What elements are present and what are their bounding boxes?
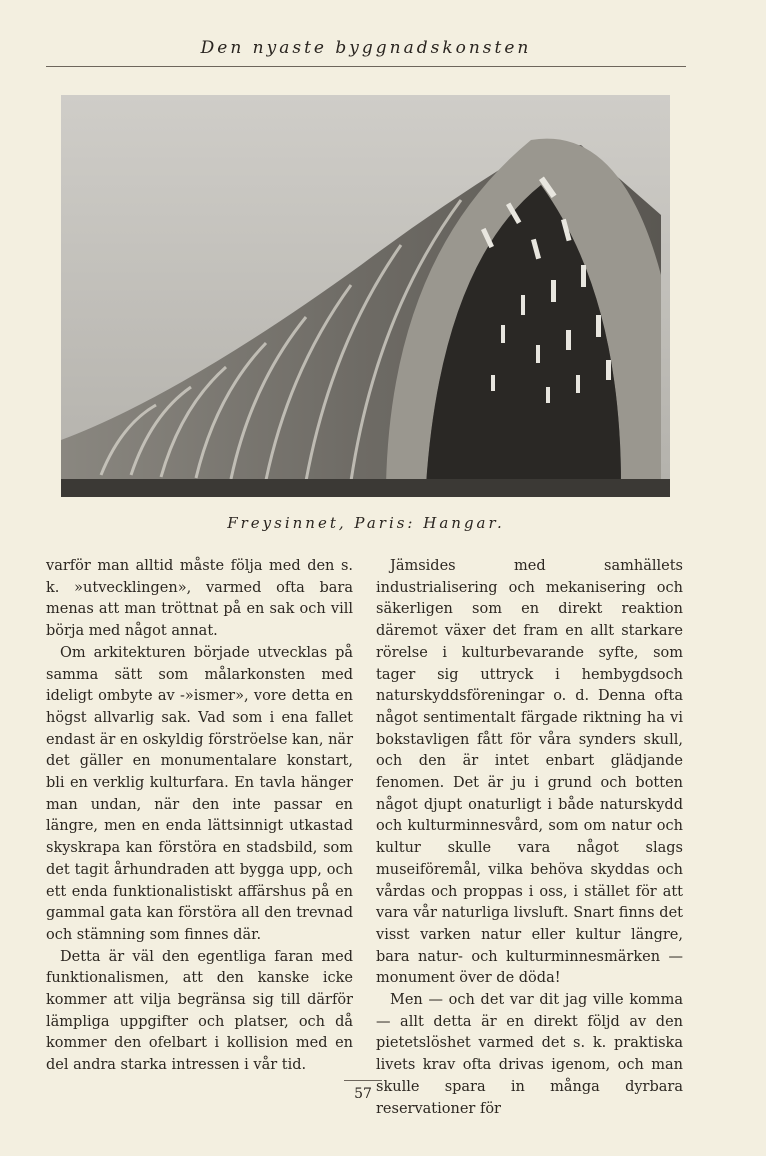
page-number: 57 bbox=[354, 1086, 372, 1102]
hangar-photo-icon bbox=[61, 95, 670, 497]
hangar-photo bbox=[61, 95, 670, 497]
left-paragraph-1: varför man alltid måste följa med den s. k. »utvecklingen», varmed ofta bara menas att man tröttnat på en sak och vill börja med något annat. bbox=[46, 558, 353, 640]
header-rule bbox=[46, 66, 686, 67]
footer-rule bbox=[344, 1080, 382, 1081]
figure-caption: Freysinnet, Paris: Hangar. bbox=[227, 514, 505, 532]
right-column bbox=[376, 556, 683, 1120]
right-paragraph-1: Jämsides med samhällets industrialisering och mekanisering och säkerligen som en direkt reaktion däremot växer det fram en allt starkare rörelse i kulturbevarande syfte, som tager sig uttryck i hembygdsoch naturskyddsföreningar o. d. Denna ofta något sentimentalt färgade riktning ha vi bokstavligen fått för våra synders skull, och den är intet enbart glädjande fenomen. Det är ju i grund och botten något djupt onaturligt i både naturskydd och kulturminnesvård, som om natur och kultur skulle vara något slags museiföremål, vilka behöva skyddas och vårdas och proppas i oss, i stället för att vara vår naturliga livsluft. Snart finns det visst varken natur eller kultur längre, bara natur- och kulturminnesmärken — monument över de döda! bbox=[376, 558, 683, 987]
left-paragraph-2: Om arkitekturen började utvecklas på samma sätt som målarkonsten med ideligt ombyte av -»ismer», vore detta en högst allvarlig sak. Vad som i ena fallet endast är en oskyldig förströelse kan, när det gäller en monumentalare konstart, bli en verklig kulturfara. En tavla hänger man undan, när den inte passar en längre, men en enda lättsinnigt utkastad skyskrapa kan förstöra en stadsbild, som det tagit århundraden att bygga upp, och ett enda funktionalistiskt affärshus på en gammal gata kan förstöra all den trevnad och stämning som finnes där. bbox=[46, 644, 353, 943]
left-column bbox=[46, 556, 353, 1077]
left-paragraph-3: Detta är väl den egentliga faran med funktionalismen, att den kanske icke kommer att vilja begränsa sig till därför lämpliga uppgifter och platser, och då kommer den ofelbart i kollision med en del andra starka intressen i vår tid. bbox=[46, 948, 353, 1074]
running-title: Den nyaste byggnadskonsten bbox=[200, 38, 532, 58]
right-paragraph-2: Men — och det var dit jag ville komma — allt detta är en direkt följd av den pietetslöshet varmed det s. k. praktiska livets krav ofta drivas igenom, och man skulle spara in många dyrbara reservationer för bbox=[376, 992, 683, 1117]
